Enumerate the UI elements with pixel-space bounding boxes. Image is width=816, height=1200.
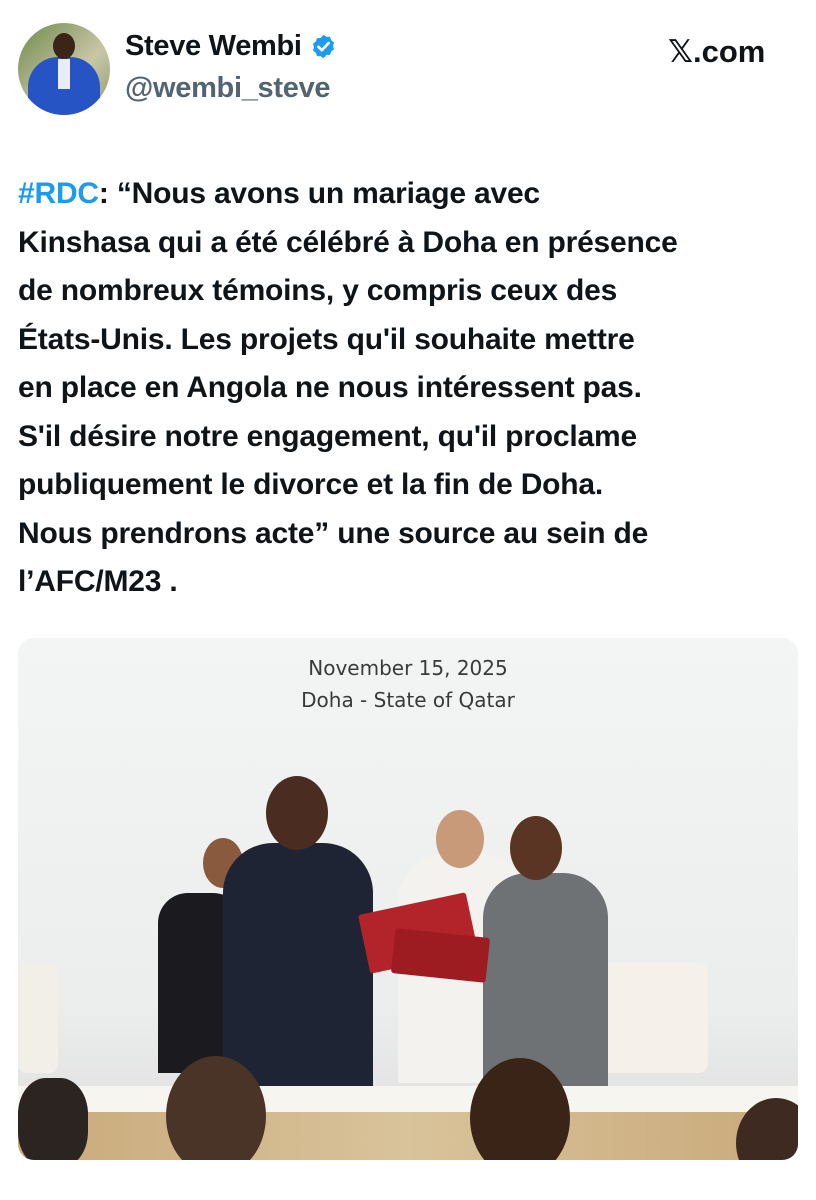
tweet-photo[interactable] xyxy=(18,638,798,1160)
avatar[interactable] xyxy=(18,23,110,115)
avatar-shirt xyxy=(58,59,70,89)
tweet-line: en place en Angola ne nous intéressent pas. xyxy=(18,371,642,404)
tweet-line: Nous prendrons acte” une source au sein de xyxy=(18,516,649,550)
tweet-line: l’AFC/M23 . xyxy=(18,565,178,598)
chair-left xyxy=(18,963,58,1073)
tweet-line: S'il désire notre engagement, qu'il proclame xyxy=(18,419,637,453)
author-name-row[interactable] xyxy=(125,30,337,63)
tweet-line: de nombreux témoins, y compris ceux des xyxy=(18,274,618,307)
photo-location: Doha - State of Qatar xyxy=(301,688,515,712)
table-front xyxy=(18,1112,798,1160)
author-name[interactable]: Steve Wembi xyxy=(125,30,302,62)
photo-date: November 15, 2025 xyxy=(308,656,508,680)
tweet-line: publiquement le divorce et la fin de Doha. xyxy=(18,468,604,501)
tweet-text xyxy=(18,170,678,607)
tweet-line: États-Unis. Les projets qu'il souhaite mettre xyxy=(18,322,635,356)
tweet-line xyxy=(18,170,678,219)
verified-badge-icon xyxy=(310,33,337,60)
table xyxy=(18,1086,798,1112)
x-logo-site-label: 𝕏.com xyxy=(668,34,766,69)
avatar-head xyxy=(53,33,75,59)
author-handle[interactable]: @wembi_steve xyxy=(125,72,331,104)
audience-head xyxy=(18,1078,88,1160)
tweet-line-text: : “Nous avons un mariage avec xyxy=(98,177,540,210)
person-dark-suit xyxy=(223,843,373,1088)
person-head xyxy=(266,776,328,850)
person-grey-suit xyxy=(483,873,608,1088)
person-head xyxy=(510,816,562,880)
tweet-line: Kinshasa qui a été célébré à Doha en présence xyxy=(18,225,678,259)
hashtag-link[interactable]: #RDC xyxy=(18,177,99,210)
person-head xyxy=(436,810,484,868)
